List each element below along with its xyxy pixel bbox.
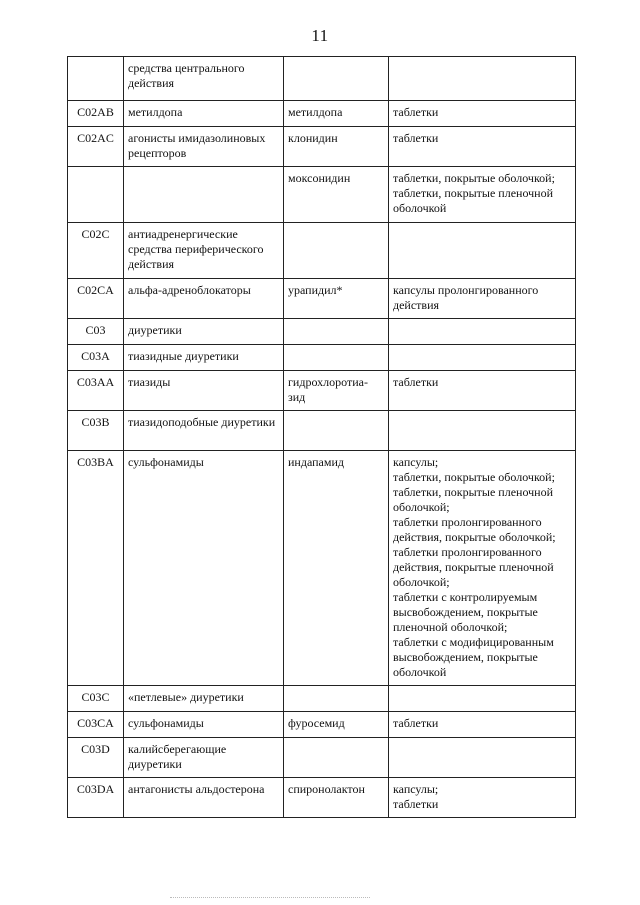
group-cell: тиазидные диуретики — [124, 345, 284, 371]
form-cell — [389, 319, 576, 345]
code-cell: C03DA — [68, 778, 124, 818]
group-cell: метилдопа — [124, 101, 284, 127]
form-cell: капсулы; таблетки, покрытые оболочкой; таблетки, покрытые пленочной оболочкой; таблетки пролонгированного действия, покрытые оболочкой; таблетки пролонгированного действия, покрытые пленочной оболочкой; таблетки с контролируемым высвобождением, покрытые пленочной оболочкой; таблетки с модифицированным высвобождением, покрытые оболочкой — [389, 451, 576, 686]
group-cell: агонисты имидазолиновых рецепторов — [124, 127, 284, 167]
table-row — [68, 167, 576, 223]
group-cell: сульфонамиды — [124, 712, 284, 738]
form-cell: капсулы пролонгированного действия — [389, 279, 576, 319]
form-cell — [389, 686, 576, 712]
code-cell: C03CA — [68, 712, 124, 738]
code-cell: C03C — [68, 686, 124, 712]
code-cell: C03D — [68, 738, 124, 778]
form-cell — [389, 345, 576, 371]
form-cell: таблетки — [389, 101, 576, 127]
table-row — [68, 738, 576, 778]
code-cell: C03A — [68, 345, 124, 371]
form-cell — [389, 411, 576, 451]
form-cell: таблетки — [389, 371, 576, 411]
footer-scan-artifact — [170, 897, 370, 899]
inn-cell: клонидин — [284, 127, 389, 167]
table-row — [68, 279, 576, 319]
group-cell: диуретики — [124, 319, 284, 345]
form-cell: капсулы; таблетки — [389, 778, 576, 818]
code-cell: C03B — [68, 411, 124, 451]
inn-cell — [284, 738, 389, 778]
form-cell — [389, 223, 576, 279]
inn-cell — [284, 223, 389, 279]
form-cell — [389, 738, 576, 778]
code-cell — [68, 167, 124, 223]
form-cell: таблетки — [389, 712, 576, 738]
table-row — [68, 451, 576, 686]
table-row — [68, 686, 576, 712]
table-row — [68, 778, 576, 818]
code-cell: C02C — [68, 223, 124, 279]
inn-cell — [284, 319, 389, 345]
table-row — [68, 57, 576, 101]
group-cell: сульфонамиды — [124, 451, 284, 686]
table-row — [68, 127, 576, 167]
inn-cell — [284, 57, 389, 101]
inn-cell — [284, 686, 389, 712]
code-cell: C03AA — [68, 371, 124, 411]
inn-cell: фуросемид — [284, 712, 389, 738]
table-row — [68, 319, 576, 345]
inn-cell: индапамид — [284, 451, 389, 686]
code-cell: C02CA — [68, 279, 124, 319]
form-cell: таблетки — [389, 127, 576, 167]
table-row — [68, 371, 576, 411]
inn-cell — [284, 345, 389, 371]
inn-cell: гидрохлоротиа- зид — [284, 371, 389, 411]
table-row — [68, 223, 576, 279]
group-cell: калийсберегающие диуретики — [124, 738, 284, 778]
inn-cell: урапидил* — [284, 279, 389, 319]
form-cell: таблетки, покрытые оболочкой; таблетки, покрытые пленочной оболочкой — [389, 167, 576, 223]
inn-cell: моксонидин — [284, 167, 389, 223]
table-row — [68, 101, 576, 127]
table-row — [68, 345, 576, 371]
inn-cell: спиронолактон — [284, 778, 389, 818]
code-cell: C02AC — [68, 127, 124, 167]
code-cell — [68, 57, 124, 101]
group-cell: «петлевые» диуретики — [124, 686, 284, 712]
code-cell: C03BA — [68, 451, 124, 686]
table-row — [68, 712, 576, 738]
inn-cell — [284, 411, 389, 451]
form-cell — [389, 57, 576, 101]
group-cell: средства центрального действия — [124, 57, 284, 101]
group-cell: антагонисты альдостерона — [124, 778, 284, 818]
inn-cell: метилдопа — [284, 101, 389, 127]
group-cell: тиазидоподобные диуретики — [124, 411, 284, 451]
group-cell: тиазиды — [124, 371, 284, 411]
group-cell — [124, 167, 284, 223]
group-cell: альфа-адреноблокаторы — [124, 279, 284, 319]
drug-table — [67, 56, 576, 818]
group-cell: антиадренергические средства периферического действия — [124, 223, 284, 279]
code-cell: C03 — [68, 319, 124, 345]
code-cell: C02AB — [68, 101, 124, 127]
page-number: 11 — [311, 26, 329, 45]
table-row — [68, 411, 576, 451]
